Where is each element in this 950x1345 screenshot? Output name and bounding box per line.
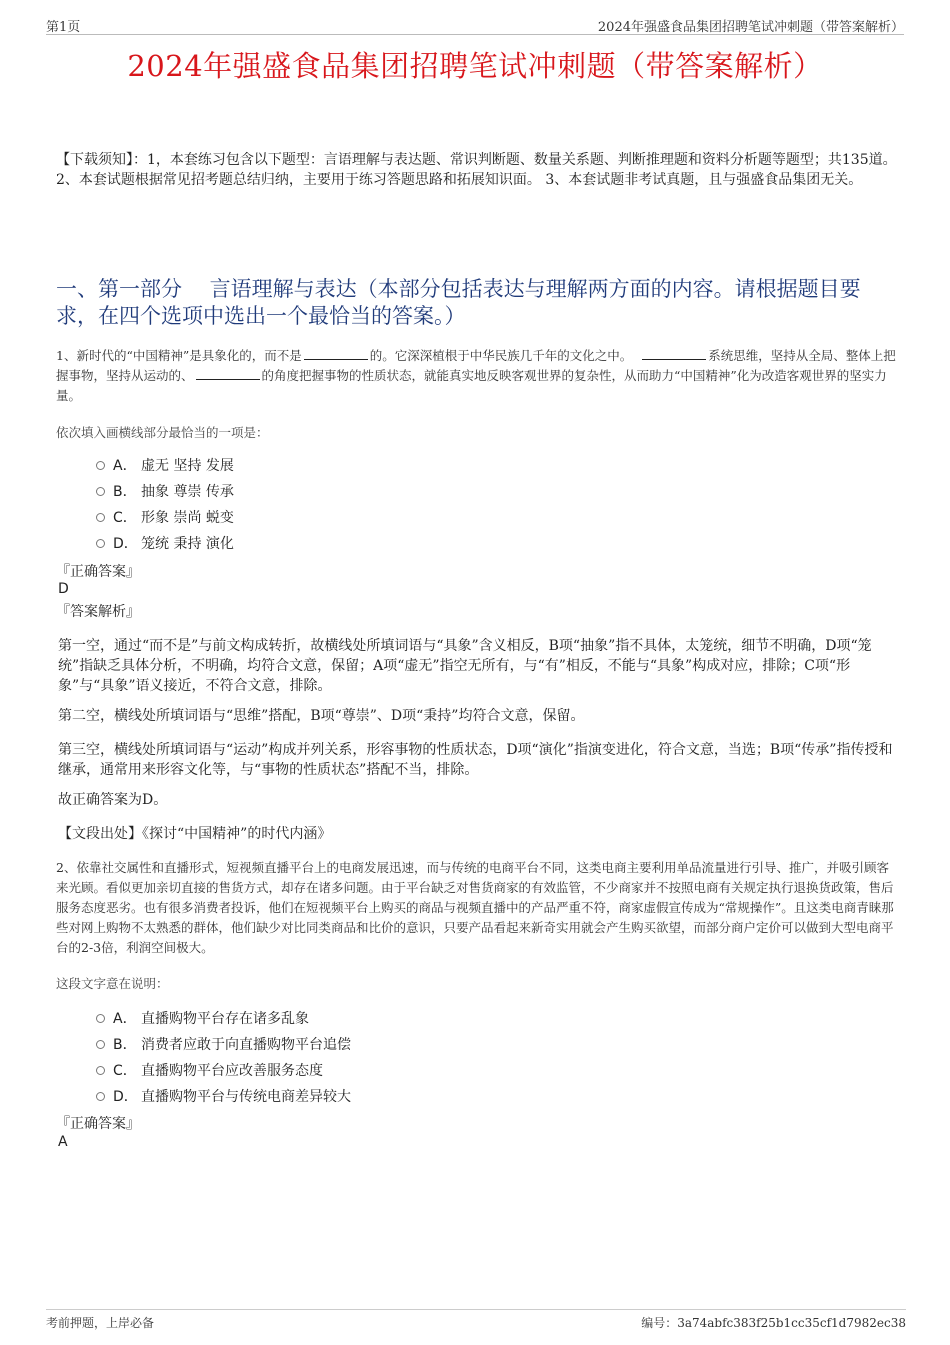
- radio-icon[interactable]: [96, 539, 105, 548]
- q2-option-a[interactable]: A． 直播购物平台存在诸多乱象: [96, 1005, 351, 1031]
- question-2-options: [96, 1005, 351, 1109]
- question-2-text: 2、依靠社交属性和直播形式，短视频直播平台上的电商发展迅速，而与传统的电商平台不同，这类电商主要利用单品流量进行引导、推广，并吸引顾客来光顾。看似更加亲切直接的售货方式，却存在诸多问题。由于平台缺乏对售货商家的有效监管，不少商家并不按照电商有关规定执行退换货政策，售后服务态度恶劣。也有很多消费者投诉，他们在短视频平台上购买的商品与视频直播中的产品严重不符，商家虚假宣传成为“常规操作”。且这类电商青睐那些对网上购物不太熟悉的群体，他们缺少对比同类商品和比价的意识，只要产品看起来新奇实用就会产生购买欲望，而部分商户定价可以做到大型电商平台的2-3倍，利润空间极大。: [56, 860, 894, 955]
- radio-icon[interactable]: [96, 1014, 105, 1023]
- header-doc-name: 2024年强盛食品集团招聘笔试冲刺题（带答案解析）: [597, 20, 904, 35]
- q2-option-d[interactable]: D． 直播购物平台与传统电商差异较大: [96, 1083, 351, 1109]
- radio-icon[interactable]: [96, 461, 105, 470]
- q1-analysis-1: 第一空，通过“而不是”与前文构成转折，故横线处所填词语与“具象”含义相反，B项“抽象”指不具体，太笼统，细节不明确，D项“笼统”指缺乏具体分析，不明确，均符合文意，保留；A项“虚无”指空无所有，与“有”相反，不能与“具象”构成对应，排除；C项“形象”与“具象”语义接近，不符合文意，排除。: [58, 638, 872, 694]
- q1-answer-label: 『正确答案』: [56, 564, 140, 580]
- q1-option-b[interactable]: B． 抽象 尊崇 传承: [96, 478, 234, 504]
- question-2-prompt: 这段文字意在说明：: [56, 976, 169, 991]
- q1-analysis-3: 第三空，横线处所填词语与“运动”构成并列关系，形容事物的性质状态，D项“演化”指演变进化，符合文意，当选；B项“传承”指传授和继承，通常用来形容文化等，与“事物的性质状态”搭配不当，排除。: [58, 742, 893, 778]
- footer-doc-id: 编号：3a74abfc383f25b1cc35cf1d7982ec38: [641, 1316, 906, 1330]
- blank-2: [642, 347, 706, 360]
- download-notice: 【下载须知】：1，本套练习包含以下题型：言语理解与表达题、常识判断题、数量关系题、判断推理题和资料分析题等题型；共135道。 2、本套试题根据常见招考题总结归纳，主要用于练习答题思路和拓展知识面。 3、本套试题非考试真题，且与强盛食品集团无关。: [56, 152, 897, 188]
- q1-part2: 的。它深深植根于中华民族几千年的文化之中。: [369, 348, 633, 363]
- section-title: 一、第一部分 言语理解与表达（本部分包括表达与理解两方面的内容。请根据题目要求，在四个选项中选出一个最恰当的答案。）: [56, 277, 861, 328]
- radio-icon[interactable]: [96, 1092, 105, 1101]
- q2-answer-label: 『正确答案』: [56, 1116, 140, 1132]
- q2-option-c[interactable]: C． 直播购物平台应改善服务态度: [96, 1057, 351, 1083]
- q1-option-c[interactable]: C． 形象 崇尚 蜕变: [96, 504, 234, 530]
- radio-icon[interactable]: [96, 513, 105, 522]
- question-1-prompt: 依次填入画横线部分最恰当的一项是：: [56, 425, 269, 440]
- radio-icon[interactable]: [96, 487, 105, 496]
- q1-answer: D: [58, 581, 69, 597]
- q1-option-a[interactable]: A． 虚无 坚持 发展: [96, 452, 234, 478]
- radio-icon[interactable]: [96, 1040, 105, 1049]
- page-header: [46, 14, 904, 35]
- q1-part4: 的角度把握事物的性质状态，就能真实地反映客观世界的复杂性，从而助力“中国精神”化为改造客观世界的坚实力量。: [56, 368, 887, 403]
- page-number: 第1页: [46, 20, 81, 35]
- footer-divider: [46, 1309, 906, 1310]
- q1-option-d[interactable]: D． 笼统 秉持 演化: [96, 530, 234, 556]
- question-1-text: [56, 346, 898, 406]
- q1-analysis-2: 第二空，横线处所填词语与“思维”搭配，B项“尊崇”、D项“秉持”均符合文意，保留。: [58, 708, 585, 724]
- q2-answer: A: [58, 1134, 68, 1150]
- q1-part1: 1、新时代的“中国精神”是具象化的，而不是: [56, 348, 302, 363]
- document-title: 2024年强盛食品集团招聘笔试冲刺题（带答案解析）: [127, 49, 823, 83]
- blank-3: [196, 367, 260, 380]
- blank-1: [304, 347, 368, 360]
- q2-option-b[interactable]: B． 消费者应敢于向直播购物平台追偿: [96, 1031, 351, 1057]
- q1-part3: 系统思维，坚持从全局、整体上把握事物，坚持从运动的、: [56, 348, 896, 383]
- radio-icon[interactable]: [96, 1066, 105, 1075]
- footer-slogan: 考前押题，上岸必备: [46, 1316, 155, 1330]
- q1-analysis-label: 『答案解析』: [56, 604, 140, 620]
- q1-source: 【文段出处】《探讨“中国精神”的时代内涵》: [58, 826, 332, 842]
- q1-analysis-4: 故正确答案为D。: [58, 792, 168, 808]
- question-1-options: [96, 452, 234, 556]
